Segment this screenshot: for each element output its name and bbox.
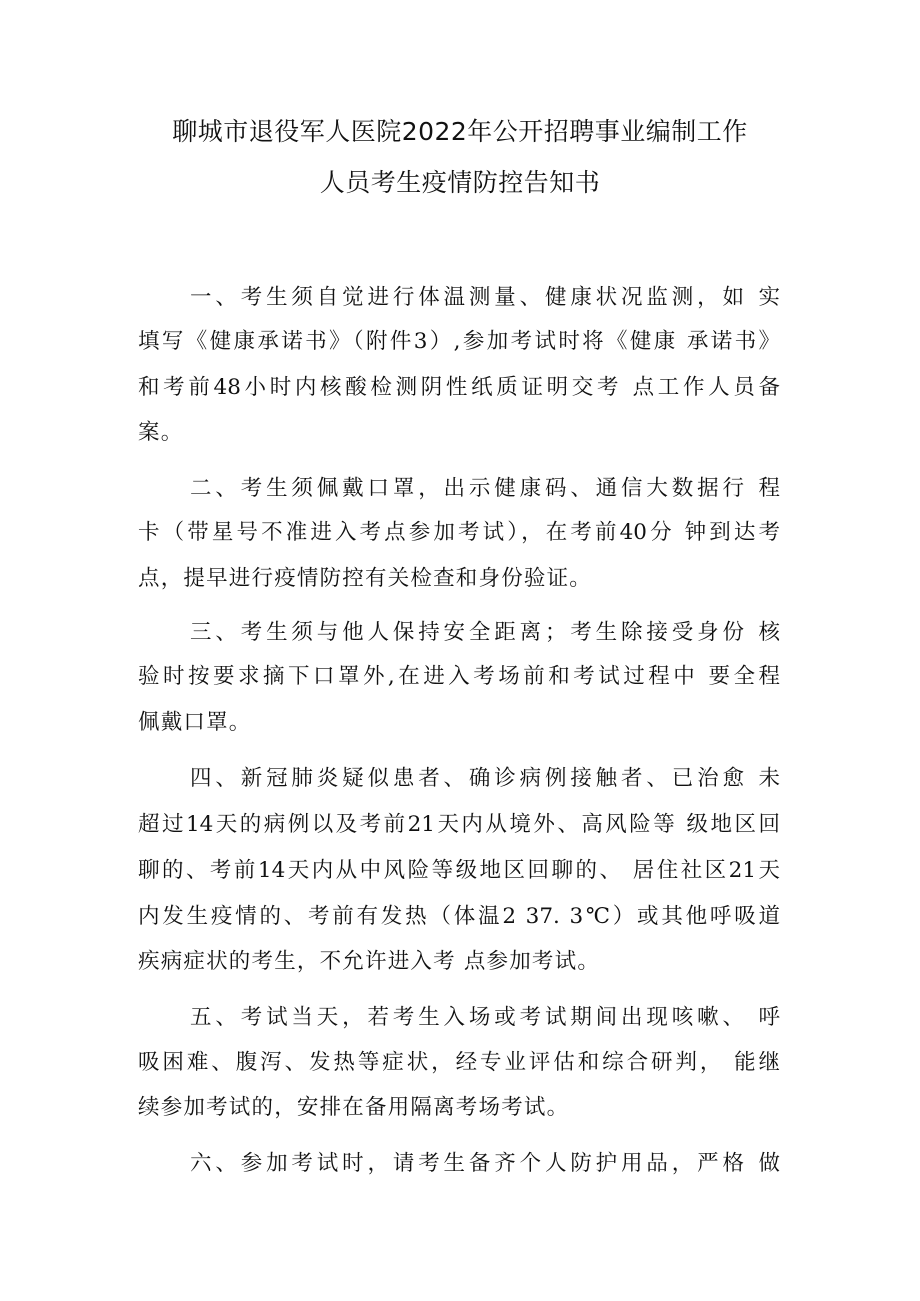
paragraph-3-line-2: 验时按要求摘下口罩外,在进入考场前和考试过程中 要全程 (138, 664, 780, 689)
paragraph-4-line-5: 疾病症状的考生，不允许进入考 点参加考试。 (138, 949, 601, 974)
paragraph-2-line-3: 点，提早进行疫情防控有关检查和身份验证。 (138, 566, 593, 591)
paragraph-5-line-2: 吸困难、腹泻、发热等症状，经专业评估和综合研判， 能继 (138, 1050, 780, 1075)
paragraph-4-line-2: 超过14天的病例以及考前21天内从境外、高风险等 级地区回 (138, 812, 780, 837)
paragraph-1-line-4: 案。 (138, 420, 184, 445)
paragraph-3-line-3: 佩戴口罩。 (138, 710, 252, 735)
paragraph-5-line-3: 续参加考试的，安排在备用隔离考场考试。 (138, 1095, 570, 1120)
paragraph-4-line-3: 聊的、考前14天内从中风险等级地区回聊的、 居住社区21天 (138, 858, 780, 883)
paragraph-4-line-4: 内发生疫情的、考前有发热（体温2 37. 3℃）或其他呼吸道 (138, 904, 780, 929)
paragraph-1-line-1: 一、考生须自觉进行体温测量、健康状况监测，如 实 (190, 285, 780, 310)
paragraph-2-line-2: 卡（带星号不准进入考点参加考试），在考前40分 钟到达考 (138, 520, 780, 545)
paragraph-2-line-1: 二、考生须佩戴口罩，出示健康码、通信大数据行 程 (190, 476, 780, 501)
paragraph-3-line-1: 三、考生须与他人保持安全距离；考生除接受身份 核 (190, 620, 780, 645)
paragraph-6-line-1: 六、参加考试时，请考生备齐个人防护用品，严格 做 (190, 1151, 780, 1176)
paragraph-1-line-3: 和考前48小时内核酸检测阴性纸质证明交考 点工作人员备 (138, 375, 780, 400)
document-title-line-2: 人员考生疫情防控告知书 (319, 168, 601, 197)
paragraph-5-line-1: 五、考试当天，若考生入场或考试期间出现咳嗽、 呼 (190, 1005, 780, 1030)
document-title-line-1: 聊城市退役军人医院2022年公开招聘事业编制工作 (172, 117, 748, 146)
paragraph-4-line-1: 四、新冠肺炎疑似患者、确诊病例接触者、已治愈 未 (190, 766, 780, 791)
paragraph-1-line-2: 填写《健康承诺书》（附件3）,参加考试时将《健康 承诺书》 (138, 329, 780, 354)
